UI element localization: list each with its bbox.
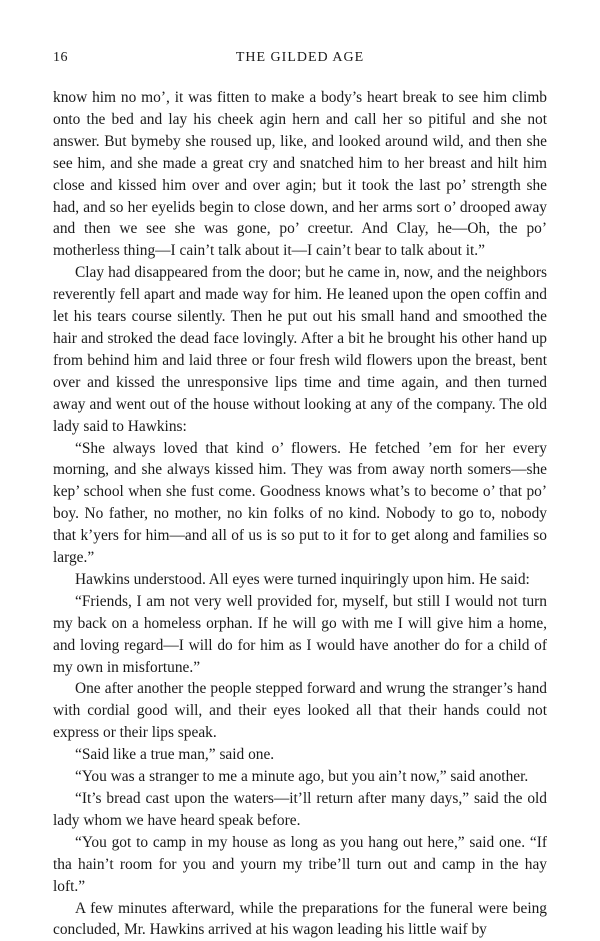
paragraph: “You got to camp in my house as long as you hang out here,” said one. “If tha hain’t room for you and yourn my tribe’ll turn out and camp in the hay loft.” [53, 833, 547, 895]
paragraph: “You was a stranger to me a minute ago, but you ain’t now,” said another. [75, 768, 529, 786]
paragraph: Clay had disappeared from the door; but he came in, now, and the neighbors reverently fell apart and made way for him. He leaned upon the open coffin and let his tears course silently. Then he put out his small hand and smoothed the hair and stroked the dead face lovingly. After a bit he brought his other hand up from behind him and laid three or four fresh wild flowers upon the breast, bent over and kissed the unresponsive lips time and time again, and then turned away and went out of the house without looking at any of the company. The old lady said to Hawkins: [53, 264, 547, 435]
paragraph: Hawkins understood. All eyes were turned inquiringly upon him. He said: [75, 570, 530, 588]
paragraph: “Said like a true man,” said one. [75, 746, 275, 764]
paragraph: One after another the people stepped forward and wrung the stranger’s hand with cordial good will, and their eyes looked all that their hands could not express or their lips speak. [53, 680, 547, 742]
running-head [53, 50, 547, 72]
paragraph: “It’s bread cast upon the waters—it’ll return after many days,” said the old lady whom we have heard speak before. [53, 790, 547, 829]
paragraph: A few minutes afterward, while the preparations for the funeral were being concluded, Mr. Hawkins arrived at his wagon leading his little waif by [53, 899, 547, 939]
body-text [53, 87, 547, 941]
book-title: THE GILDED AGE [235, 50, 365, 65]
page-number: 16 [53, 50, 68, 65]
paragraph: “She always loved that kind o’ flowers. He fetched ’em for her every morning, and she always kissed him. They was from away north somers—she kep’ school when she fust come. Goodness knows what’s to become o’ that po’ boy. No father, no mother, no kin folks of no kind. Nobody to go to, nobody that k’yers for him—and all of us is so put to it for to get along and families so large.” [53, 439, 547, 567]
paragraph: “Friends, I am not very well provided for, myself, but still I would not turn my back on a homeless orphan. If he will go with me I will give him a home, and loving regard—I will do for him as I would have another do for a child of my own in misfortune.” [53, 592, 547, 676]
paragraph-continued: know him no mo’, it was fitten to make a body’s heart break to see him climb onto the bed and lay his cheek agin hern and call her so pitiful and she not answer. But bymeby she roused up, like, and looked around wild, and then she see him, and she made a great cry and snatched him to her breast and hilt him close and kissed him over and over agin; but it took the last po’ strength she had, and so her eyelids begin to close down, and her arms sort o’ drooped away and then we see she was gone, po’ creetur. And Clay, he—Oh, the po’ motherless thing—I cain’t talk about it—I cain’t bear to talk about it.” [53, 89, 547, 260]
